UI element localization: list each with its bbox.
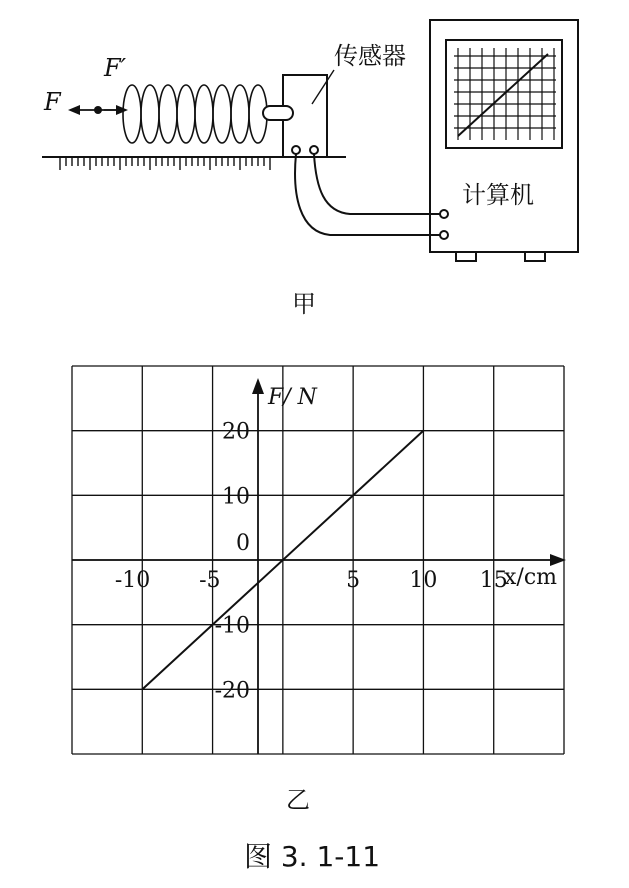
screen-plot-line	[458, 54, 548, 136]
x-tick-label: 10	[409, 568, 438, 593]
y-tick-label: 10	[222, 484, 250, 510]
reaction-force-label: F′	[104, 54, 127, 82]
y-tick-label: 20	[222, 419, 250, 445]
sensor-hook	[263, 106, 293, 120]
force-arrow	[68, 105, 128, 115]
spring	[104, 85, 267, 143]
x-tick-labels	[115, 568, 508, 593]
x-tick-label: -5	[199, 568, 221, 593]
sensor-terminal-2	[310, 146, 318, 154]
fx-chart	[72, 366, 566, 754]
computer-case	[430, 20, 578, 252]
figure-caption: 图 3. 1-11	[243, 840, 381, 873]
computer-foot-right	[525, 252, 545, 261]
y-axis-arrowhead	[252, 378, 264, 394]
sensor-label: 传感器	[334, 42, 406, 70]
y-tick-labels	[215, 420, 250, 704]
x-tick-label: 5	[346, 568, 361, 593]
y-axis-label: F/ N	[268, 385, 317, 410]
computer-port-1	[440, 210, 448, 218]
y-tick-label: -10	[214, 613, 250, 639]
cable-1	[295, 154, 440, 235]
computer-port-2	[440, 231, 448, 239]
cable-2	[314, 154, 440, 214]
ruler-ticks	[60, 157, 270, 170]
computer-label: 计算机	[462, 181, 534, 209]
x-tick-label: 15	[479, 568, 508, 593]
x-tick-label: -10	[114, 568, 151, 593]
computer-foot-left	[456, 252, 476, 261]
y-tick-label: -20	[214, 678, 250, 704]
figure-a-caption: 甲	[292, 290, 316, 318]
y-tick-label: 0	[236, 531, 250, 556]
sensor-terminal-1	[292, 146, 300, 154]
x-axis-label: x/cm	[504, 565, 558, 590]
chart-axes	[72, 378, 566, 754]
figure-b-caption: 乙	[286, 786, 310, 814]
force-label: F	[44, 88, 61, 116]
